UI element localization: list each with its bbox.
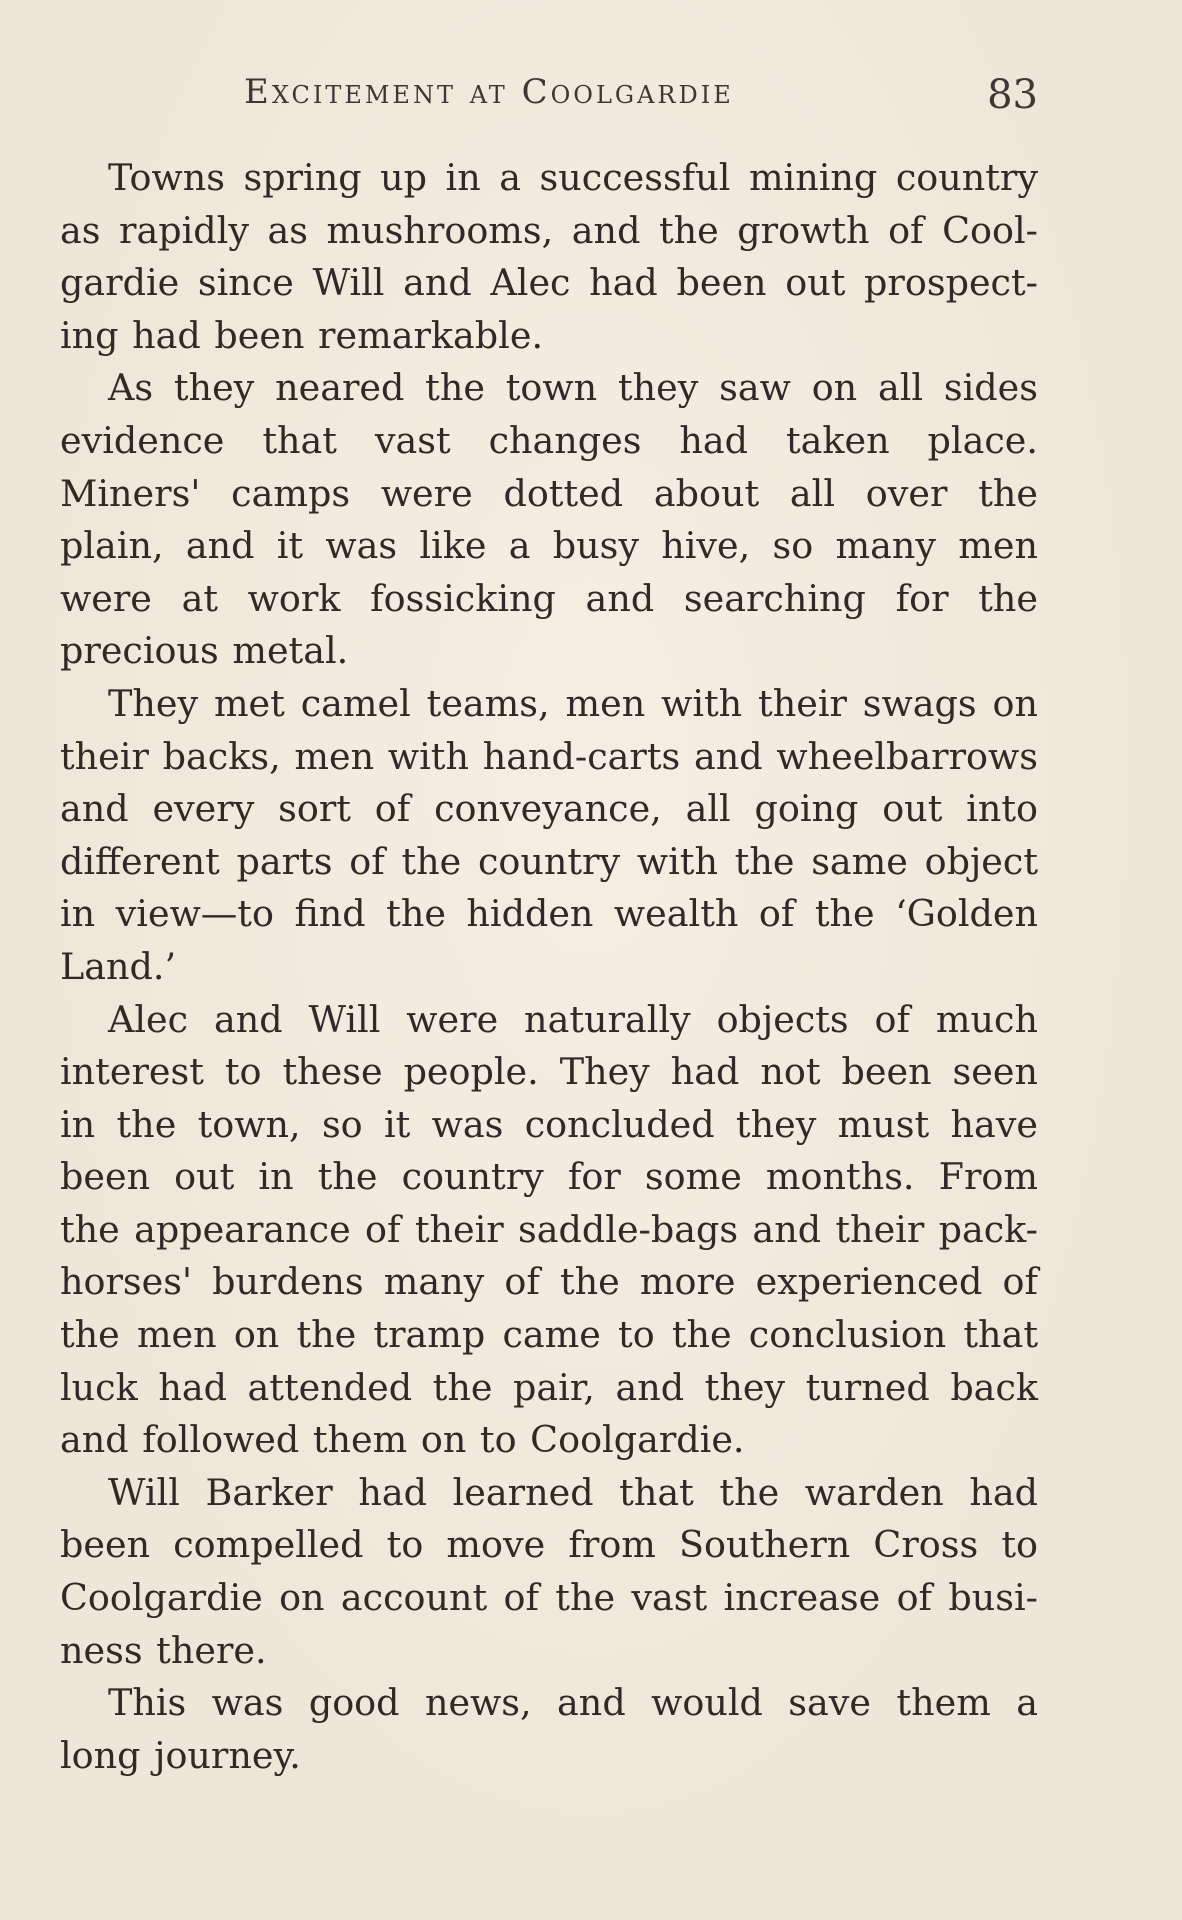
paragraph [60,1467,1038,1677]
text-line: gardie since Will and Alec had been out prospect- [60,261,1038,305]
text-line: ing had been remarkable. [60,313,544,357]
text-line: plain, and it was like a busy hive, so many men [60,524,1038,568]
text-line: the appearance of their saddle-bags and their pack- [60,1207,1038,1251]
running-title: Excitement at Coolgardie [244,72,734,112]
text-line: in view—to find the hidden wealth of the ‘Golden [60,892,1038,936]
text-line: interest to these people. They had not been seen [60,1050,1038,1094]
text-line: They met camel teams, men with their swags on [108,681,1038,725]
paragraph [60,994,1038,1467]
text-line: were at work fossicking and searching for the [60,576,1038,620]
text-line: been out in the country for some months. From [60,1155,1038,1199]
text-line: Towns spring up in a successful mining country [108,156,1038,199]
text-line: Will Barker had learned that the warden had [108,1470,1038,1514]
text-line: evidence that vast changes had taken place. [60,418,1038,462]
text-line: long journey. [60,1733,301,1777]
text-line: different parts of the country with the same object [60,839,1038,883]
text-line: their backs, men with hand-carts and wheelbarrows [60,734,1038,778]
text-line: precious metal. [60,629,349,673]
text-line: and followed them on to Coolgardie. [60,1418,745,1462]
paragraph [60,152,1038,362]
page-header [60,72,1038,122]
paragraph [60,362,1038,678]
text-line: As they neared the town they saw on all sides [108,366,1038,410]
page-number: 83 [987,72,1038,118]
text-line: horses' burdens many of the more experienced of [60,1260,1038,1304]
text-line: Miners' camps were dotted about all over the [60,471,1038,515]
paragraph [60,1677,1038,1782]
text-line: Alec and Will were naturally objects of much [108,997,1038,1041]
text-line: been compelled to move from Southern Cross to [60,1523,1038,1567]
text-line: the men on the tramp came to the conclusion that [60,1313,1038,1357]
body-text [60,152,1038,1782]
text-line: and every sort of conveyance, all going out into [60,787,1038,831]
text-line: This was good news, and would save them a [108,1681,1038,1725]
text-line: in the town, so it was concluded they must have [60,1102,1038,1146]
text-line: Land.’ [60,944,177,988]
text-line: ness there. [60,1628,267,1672]
text-line: luck had attended the pair, and they turned back [60,1365,1038,1409]
text-line: as rapidly as mushrooms, and the growth of Cool- [60,208,1038,252]
paragraph [60,678,1038,994]
text-line: Coolgardie on account of the vast increase of busi- [60,1576,1038,1620]
